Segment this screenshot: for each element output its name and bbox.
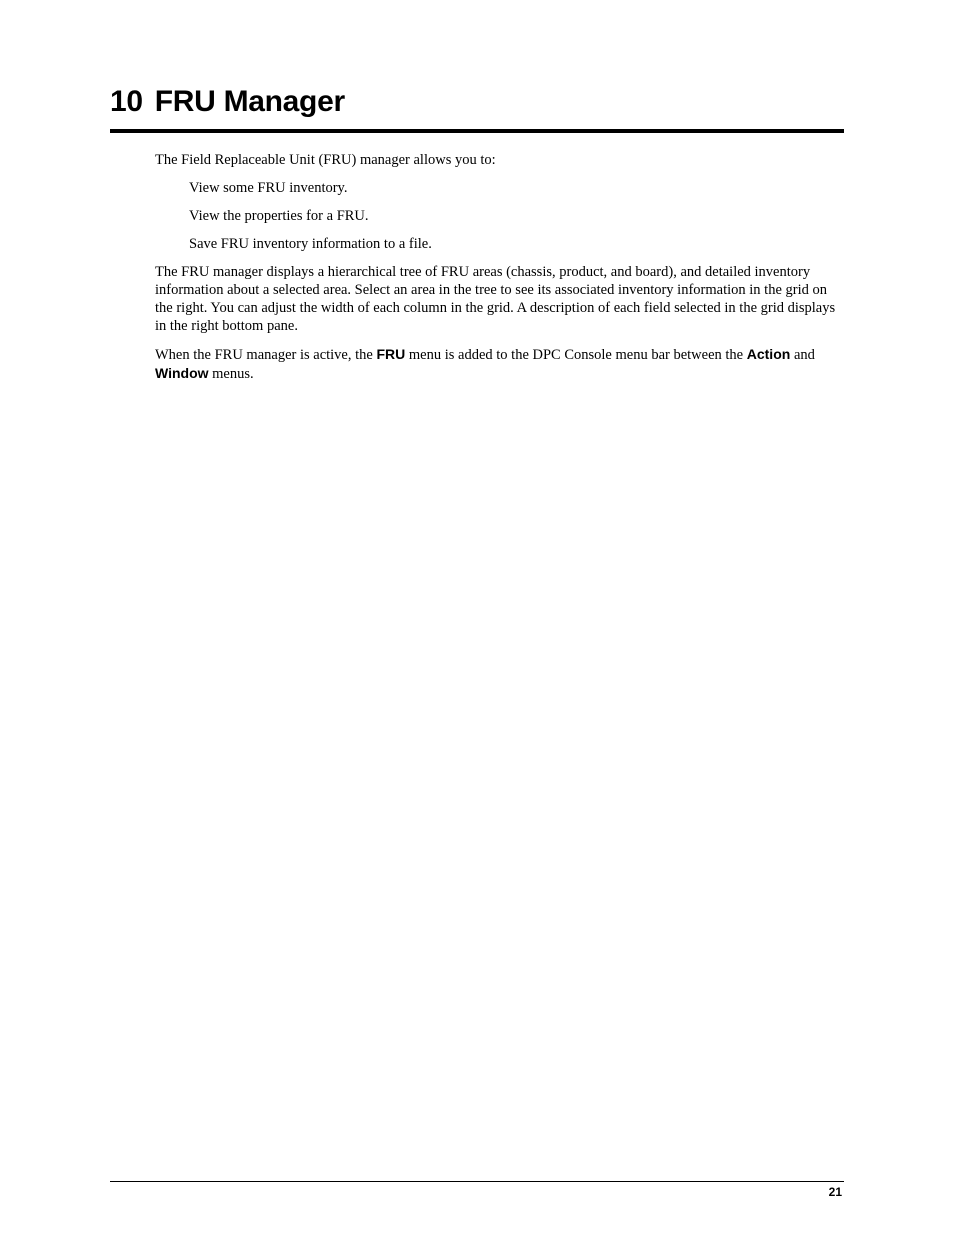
- menu-paragraph-text: menu is added to the DPC Console menu bar between the: [405, 347, 747, 363]
- list-item: Save FRU inventory information to a file.: [189, 236, 432, 252]
- menu-paragraph-text: menus.: [208, 366, 254, 382]
- list-item: View the properties for a FRU.: [189, 208, 369, 224]
- list-item: View some FRU inventory.: [189, 180, 348, 196]
- fru-menu-reference: FRU: [376, 346, 406, 362]
- action-menu-reference: Action: [746, 346, 791, 362]
- menu-paragraph-text: When the FRU manager is active, the: [155, 347, 377, 363]
- body-content: [155, 151, 845, 393]
- window-menu-reference: Window: [155, 365, 209, 381]
- page-number: 21: [828, 1185, 842, 1199]
- menu-paragraph: [155, 345, 845, 383]
- chapter-title: FRU Manager: [154, 85, 345, 118]
- footer-rule: [110, 1181, 844, 1182]
- description-paragraph: The FRU manager displays a hierarchical tree of FRU areas (chassis, product, and board), and detailed inventory information about a selected area. Select an area in the tree to see its associated inventory information in the grid on the right. You can adjust the width of each column in the grid. A description of each field selected in the grid displays in the right bottom pane.: [155, 264, 836, 334]
- intro-text: The Field Replaceable Unit (FRU) manager allows you to:: [155, 152, 496, 168]
- capability-list: [155, 179, 845, 253]
- chapter-heading: [110, 83, 345, 121]
- heading-rule: [110, 129, 844, 133]
- menu-paragraph-text: and: [790, 347, 815, 363]
- chapter-number: 10: [110, 85, 143, 118]
